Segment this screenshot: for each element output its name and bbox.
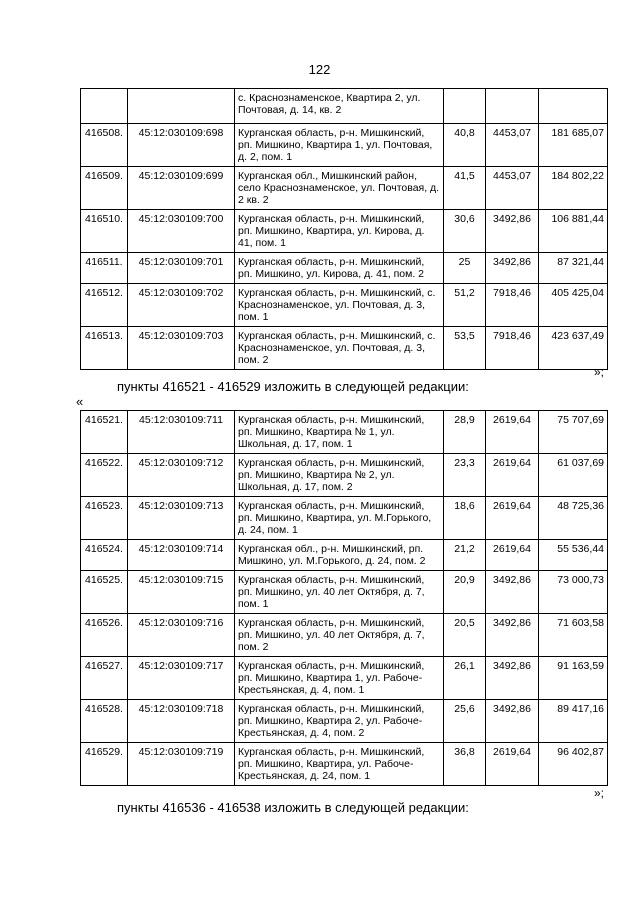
cell-rate: 3492,86 xyxy=(486,210,539,253)
cell-sum: 55 536,44 xyxy=(539,540,608,571)
cell-rate: 3492,86 xyxy=(486,700,539,743)
cell-row-number: 416522. xyxy=(81,454,128,497)
cell-row-number: 416521. xyxy=(81,411,128,454)
cell-cadastral-number: 45:12:030109:703 xyxy=(128,327,235,370)
cell-sum: 423 637,49 xyxy=(539,327,608,370)
cell-address: Курганская область, р-н. Мишкинский, рп. Мишкино, Квартира № 1, ул. Школьная, д. 17, пом. 1 xyxy=(235,411,444,454)
cell-rate: 2619,64 xyxy=(486,497,539,540)
cell-sum: 48 725,36 xyxy=(539,497,608,540)
cell-rate: 3492,86 xyxy=(486,657,539,700)
cell-area: 25,6 xyxy=(444,700,486,743)
table-row xyxy=(81,657,608,700)
cell-sum: 91 163,59 xyxy=(539,657,608,700)
cell-area: 53,5 xyxy=(444,327,486,370)
table-row xyxy=(81,411,608,454)
cell-rate xyxy=(486,89,539,124)
cell-area: 20,9 xyxy=(444,571,486,614)
cell-address: Курганская обл., Мишкинский район, село Краснознаменское, ул. Почтовая, д. 2 кв. 2 xyxy=(235,167,444,210)
cell-rate: 4453,07 xyxy=(486,124,539,167)
cell-address: Курганская обл., р-н. Мишкинский, рп. Мишкино, ул. М.Горького, д. 24, пом. 2 xyxy=(235,540,444,571)
cell-area: 20,5 xyxy=(444,614,486,657)
cell-rate: 4453,07 xyxy=(486,167,539,210)
table-row xyxy=(81,497,608,540)
cell-sum: 73 000,73 xyxy=(539,571,608,614)
cell-rate: 3492,86 xyxy=(486,253,539,284)
cell-sum: 61 037,69 xyxy=(539,454,608,497)
amendment-paragraph: пункты 416536 - 416538 изложить в следующей редакции: xyxy=(117,800,469,815)
cell-address: Курганская область, р-н. Мишкинский, рп. Мишкино, ул. Кирова, д. 41, пом. 2 xyxy=(235,253,444,284)
closing-quote: »; xyxy=(594,365,605,379)
cell-area: 51,2 xyxy=(444,284,486,327)
cell-row-number: 416524. xyxy=(81,540,128,571)
cell-address: Курганская область, р-н. Мишкинский, рп. Мишкино, Квартира № 2, ул. Школьная, д. 17, пом. 2 xyxy=(235,454,444,497)
cell-area: 41,5 xyxy=(444,167,486,210)
cell-row-number: 416528. xyxy=(81,700,128,743)
cell-area: 30,6 xyxy=(444,210,486,253)
table-row xyxy=(81,540,608,571)
cell-sum: 87 321,44 xyxy=(539,253,608,284)
cell-area: 18,6 xyxy=(444,497,486,540)
cell-rate: 2619,64 xyxy=(486,540,539,571)
cell-area: 40,8 xyxy=(444,124,486,167)
cell-area: 25 xyxy=(444,253,486,284)
closing-quote: »; xyxy=(594,786,605,800)
table-row xyxy=(81,167,608,210)
cell-row-number: 416525. xyxy=(81,571,128,614)
cell-cadastral-number: 45:12:030109:715 xyxy=(128,571,235,614)
table-row xyxy=(81,700,608,743)
table-row xyxy=(81,89,608,124)
cell-address: Курганская область, р-н. Мишкинский, рп. Мишкино, Квартира, ул. Кирова, д. 41, пом. 1 xyxy=(235,210,444,253)
cell-row-number: 416527. xyxy=(81,657,128,700)
table-row xyxy=(81,327,608,370)
cell-cadastral-number xyxy=(128,89,235,124)
opening-quote: « xyxy=(76,394,84,409)
amendment-paragraph: пункты 416521 - 416529 изложить в следующей редакции: xyxy=(117,379,469,394)
cell-cadastral-number: 45:12:030109:699 xyxy=(128,167,235,210)
cell-sum: 75 707,69 xyxy=(539,411,608,454)
cell-area: 26,1 xyxy=(444,657,486,700)
page-number: 122 xyxy=(308,62,331,77)
cell-sum xyxy=(539,89,608,124)
cell-row-number: 416509. xyxy=(81,167,128,210)
cell-cadastral-number: 45:12:030109:701 xyxy=(128,253,235,284)
cell-address: Курганская область, р-н. Мишкинский, рп. Мишкино, Квартира 1, ул. Почтовая, д. 2, пом. 1 xyxy=(235,124,444,167)
cell-row-number: 416511. xyxy=(81,253,128,284)
cell-cadastral-number: 45:12:030109:719 xyxy=(128,743,235,786)
cell-row-number: 416526. xyxy=(81,614,128,657)
cell-cadastral-number: 45:12:030109:714 xyxy=(128,540,235,571)
cell-rate: 3492,86 xyxy=(486,571,539,614)
register-table-continued xyxy=(80,88,608,370)
cell-cadastral-number: 45:12:030109:717 xyxy=(128,657,235,700)
cell-area: 28,9 xyxy=(444,411,486,454)
cell-rate: 7918,46 xyxy=(486,284,539,327)
cell-rate: 2619,64 xyxy=(486,411,539,454)
cell-row-number: 416508. xyxy=(81,124,128,167)
cell-sum: 96 402,87 xyxy=(539,743,608,786)
cell-cadastral-number: 45:12:030109:712 xyxy=(128,454,235,497)
cell-row-number: 416512. xyxy=(81,284,128,327)
cell-address: с. Краснознаменское, Квартира 2, ул. Почтовая, д. 14, кв. 2 xyxy=(235,89,444,124)
table-row xyxy=(81,743,608,786)
cell-row-number: 416510. xyxy=(81,210,128,253)
cell-row-number: 416529. xyxy=(81,743,128,786)
cell-rate: 7918,46 xyxy=(486,327,539,370)
cell-address: Курганская область, р-н. Мишкинский, с. Краснознаменское, ул. Почтовая, д. 3, пом. 1 xyxy=(235,284,444,327)
cell-cadastral-number: 45:12:030109:700 xyxy=(128,210,235,253)
cell-row-number xyxy=(81,89,128,124)
table-row xyxy=(81,124,608,167)
cell-cadastral-number: 45:12:030109:702 xyxy=(128,284,235,327)
cell-address: Курганская область, р-н. Мишкинский, рп. Мишкино, Квартира, ул. М.Горького, д. 24, пом. 1 xyxy=(235,497,444,540)
cell-address: Курганская область, р-н. Мишкинский, рп. Мишкино, Квартира 2, ул. Рабоче-Крестьянская, д. 4, пом. 2 xyxy=(235,700,444,743)
cell-cadastral-number: 45:12:030109:716 xyxy=(128,614,235,657)
table-row xyxy=(81,454,608,497)
cell-address: Курганская область, р-н. Мишкинский, рп. Мишкино, ул. 40 лет Октября, д. 7, пом. 2 xyxy=(235,614,444,657)
cell-area xyxy=(444,89,486,124)
cell-sum: 71 603,58 xyxy=(539,614,608,657)
table-row xyxy=(81,253,608,284)
cell-sum: 405 425,04 xyxy=(539,284,608,327)
cell-row-number: 416513. xyxy=(81,327,128,370)
table-row xyxy=(81,614,608,657)
cell-address: Курганская область, р-н. Мишкинский, рп. Мишкино, Квартира, ул. Рабоче-Крестьянская, д. 24, пом. 1 xyxy=(235,743,444,786)
cell-sum: 184 802,22 xyxy=(539,167,608,210)
cell-rate: 2619,64 xyxy=(486,743,539,786)
cell-rate: 3492,86 xyxy=(486,614,539,657)
cell-address: Курганская область, р-н. Мишкинский, рп. Мишкино, ул. 40 лет Октября, д. 7, пом. 1 xyxy=(235,571,444,614)
cell-area: 23,3 xyxy=(444,454,486,497)
cell-row-number: 416523. xyxy=(81,497,128,540)
table-row xyxy=(81,284,608,327)
cell-sum: 89 417,16 xyxy=(539,700,608,743)
cell-sum: 181 685,07 xyxy=(539,124,608,167)
cell-address: Курганская область, р-н. Мишкинский, рп. Мишкино, Квартира 1, ул. Рабоче-Крестьянская, д. 4, пом. 1 xyxy=(235,657,444,700)
cell-area: 21,2 xyxy=(444,540,486,571)
cell-rate: 2619,64 xyxy=(486,454,539,497)
cell-cadastral-number: 45:12:030109:711 xyxy=(128,411,235,454)
cell-cadastral-number: 45:12:030109:718 xyxy=(128,700,235,743)
register-table-amended xyxy=(80,410,608,786)
cell-area: 36,8 xyxy=(444,743,486,786)
cell-sum: 106 881,44 xyxy=(539,210,608,253)
cell-cadastral-number: 45:12:030109:698 xyxy=(128,124,235,167)
cell-cadastral-number: 45:12:030109:713 xyxy=(128,497,235,540)
table-row xyxy=(81,571,608,614)
cell-address: Курганская область, р-н. Мишкинский, с. Краснознаменское, ул. Почтовая, д. 3, пом. 2 xyxy=(235,327,444,370)
table-row xyxy=(81,210,608,253)
